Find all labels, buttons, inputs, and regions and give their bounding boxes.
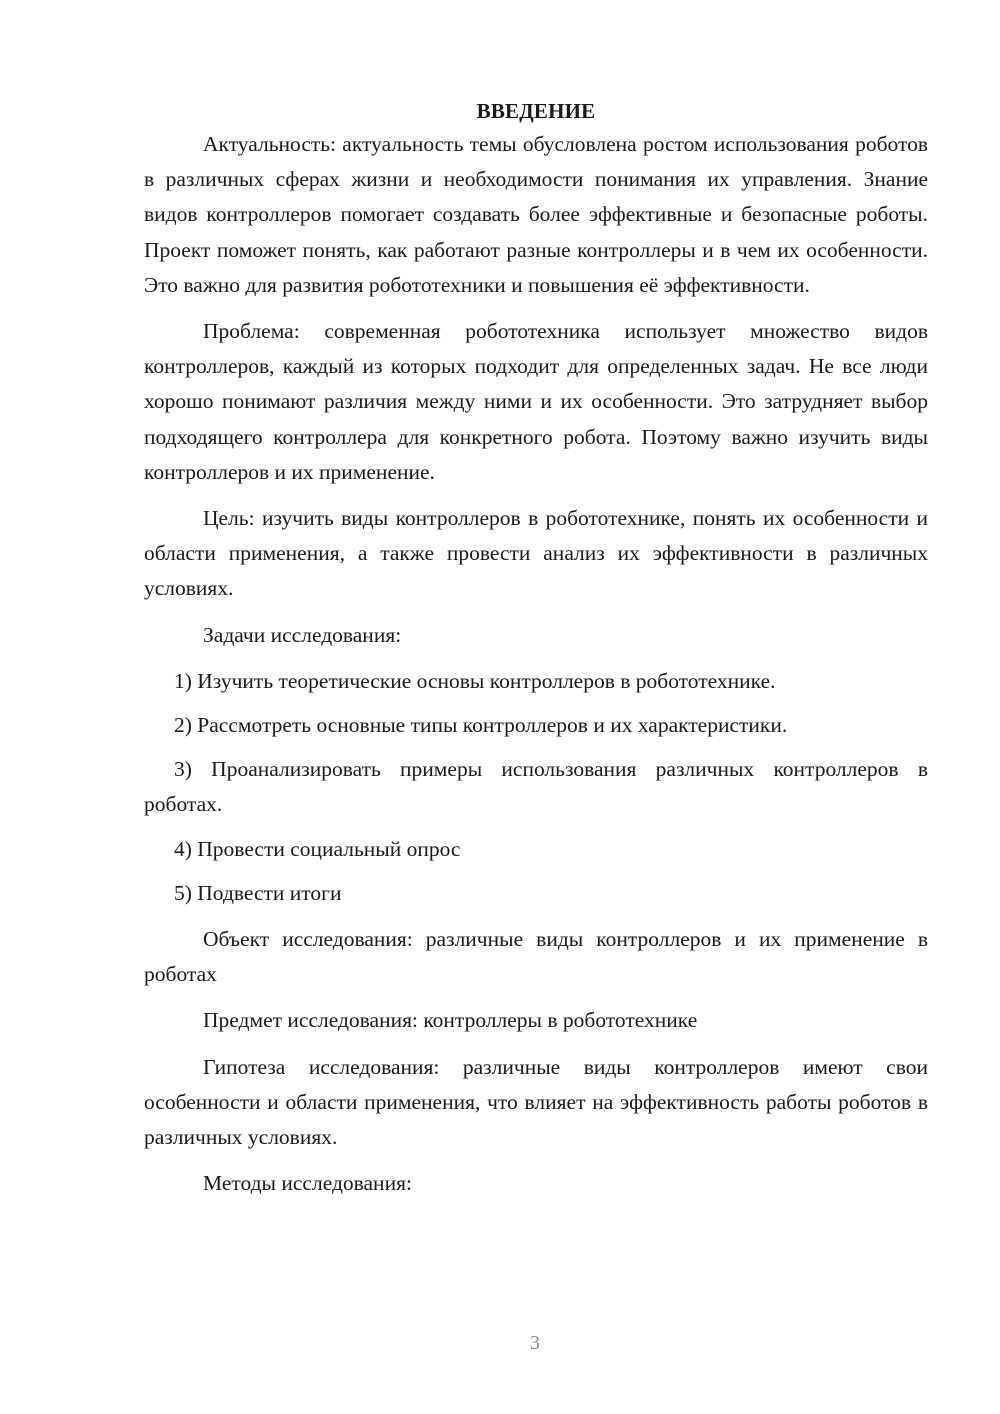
goal-paragraph: Цель: изучить виды контроллеров в робототехнике, понять их особенности и области применения, а также провести анализ их эффективности в различных условиях.	[144, 506, 928, 601]
task-item-2: 2) Рассмотреть основные типы контроллеров и их характеристики.	[174, 713, 788, 738]
task-item-1: 1) Изучить теоретические основы контроллеров в робототехнике.	[174, 668, 776, 693]
task-item-5: 5) Подвести итоги	[174, 880, 342, 905]
relevance-paragraph: Актуальность: актуальность темы обусловлена ростом использования роботов в различных сферах жизни и необходимости понимания их управления. Знание видов контроллеров помогает создавать более эффективные и безопасные роботы. Проект поможет понять, как работают разные контроллеры и в чем их особенности. Это важно для развития робототехники и повышения её эффективности.	[144, 132, 928, 297]
subject-paragraph: Предмет исследования: контроллеры в робототехнике	[203, 1008, 698, 1033]
document-page	[144, 94, 928, 1212]
section-heading: ВВЕДЕНИЕ	[476, 99, 596, 123]
object-paragraph: Объект исследования: различные виды контроллеров и их применение в роботах	[144, 927, 928, 987]
page-number: 3	[530, 1332, 540, 1354]
task-item-4: 4) Провести социальный опрос	[174, 836, 461, 861]
methods-title: Методы исследования:	[203, 1171, 412, 1196]
task-item-3: 3) Проанализировать примеры использования различных контроллеров в роботах.	[144, 757, 928, 817]
problem-paragraph: Проблема: современная робототехника использует множество видов контроллеров, каждый из которых подходит для определенных задач. Не все люди хорошо понимают различия между ними и их особенности. Это затрудняет выбор подходящего контроллера для конкретного робота. Поэтому важно изучить виды контроллеров и их применение.	[144, 319, 928, 484]
hypothesis-paragraph: Гипотеза исследования: различные виды контроллеров имеют свои особенности и области применения, что влияет на эффективность работы роботов в различных условиях.	[144, 1054, 928, 1150]
tasks-title: Задачи исследования:	[203, 622, 402, 647]
